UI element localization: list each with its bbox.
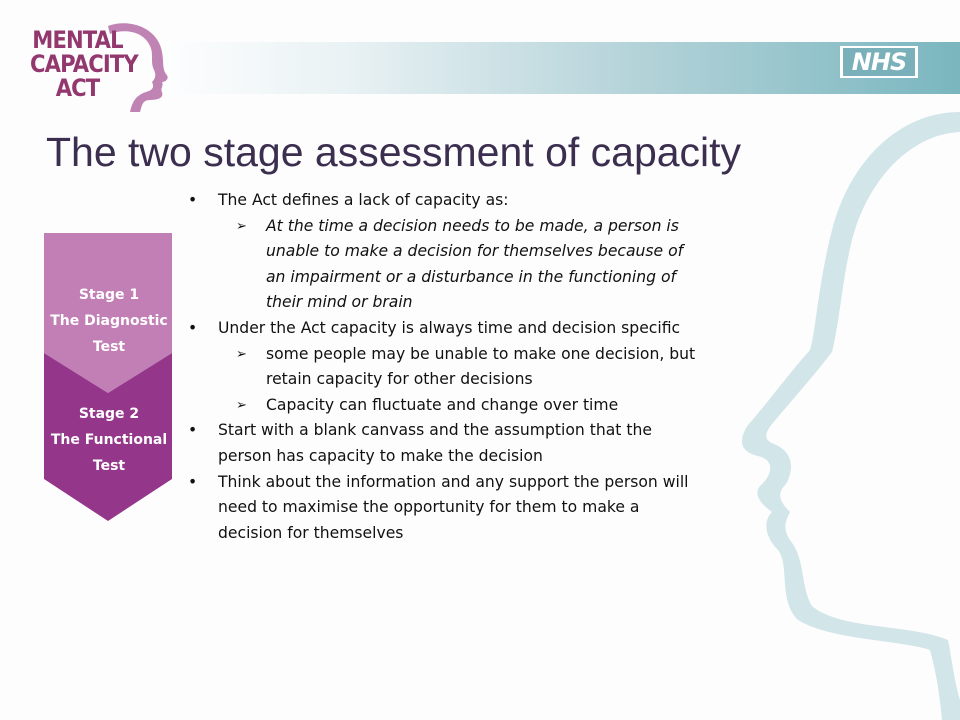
bullet-text: Under the Act capacity is always time and decision specific — [218, 318, 681, 337]
stage-1-name-line2: Test — [92, 339, 126, 355]
bullet-dot-icon: • — [188, 191, 198, 209]
stage-2-label — [34, 401, 184, 479]
sub-bullet-item — [188, 214, 708, 316]
stage-1-name-line1: The Diagnostic — [50, 313, 168, 329]
bullet-dot-icon: • — [188, 318, 198, 337]
stage-chevrons — [34, 225, 184, 525]
stage-2-name-line2: Test — [92, 458, 126, 474]
header-banner — [150, 42, 960, 94]
stage-2-title: Stage 2 — [78, 406, 140, 422]
bullet-dot-icon: • — [188, 421, 198, 440]
bullet-text: The Act defines a lack of capacity as: — [218, 191, 509, 209]
bullet-item — [188, 188, 708, 214]
logo-text — [30, 26, 138, 102]
bullet-text: Think about the information and any support the person will need to maximise the opportunity for them to make a decision for themselves — [218, 472, 689, 542]
logo-line-1: MENTAL — [32, 26, 123, 54]
arrow-bullet-icon: ➢ — [236, 218, 247, 234]
stage-1-title: Stage 1 — [78, 287, 140, 303]
slide-title: The two stage assessment of capacity — [46, 129, 742, 175]
sub-bullet-item — [188, 342, 708, 393]
mental-capacity-act-logo — [30, 20, 170, 112]
silhouette-shape — [742, 112, 960, 720]
bullet-item — [188, 418, 708, 469]
sub-bullet-item — [188, 393, 708, 419]
logo-line-2: CAPACITY — [30, 50, 138, 78]
bullet-item — [188, 316, 708, 342]
bullet-dot-icon: • — [188, 472, 198, 491]
nhs-logo — [840, 46, 918, 78]
arrow-bullet-icon: ➢ — [236, 397, 247, 413]
nhs-logo-text: NHS — [843, 48, 915, 76]
bullet-item — [188, 470, 708, 547]
bullet-text: Start with a blank canvass and the assumption that the person has capacity to make the decision — [218, 421, 652, 465]
logo-line-3: ACT — [55, 74, 100, 102]
stage-1-label — [34, 282, 184, 360]
arrow-bullet-icon: ➢ — [236, 346, 247, 362]
sub-bullet-text: At the time a decision needs to be made, a person is unable to make a decision for themselves because of an impairment or a disturbance in the functioning of their mind or brain — [266, 216, 684, 312]
stage-2-name-line1: The Functional — [50, 432, 168, 448]
bullet-list — [188, 188, 708, 546]
sub-bullet-text: some people may be unable to make one decision, but retain capacity for other decisions — [266, 344, 696, 389]
sub-bullet-text: Capacity can fluctuate and change over time — [266, 395, 619, 414]
